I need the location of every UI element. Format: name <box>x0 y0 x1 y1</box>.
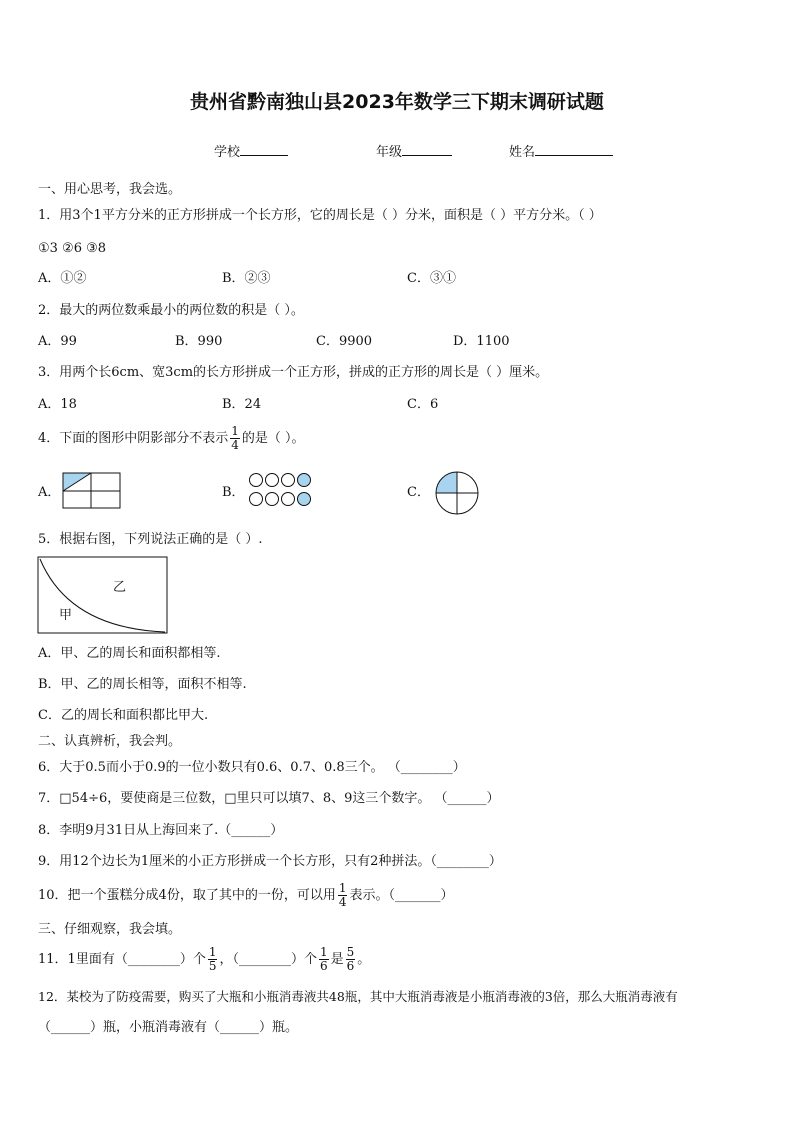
grade-label: 年级 <box>376 145 403 160</box>
question-1-option-b: B．②③ <box>222 271 271 286</box>
fraction-numerator: 1 <box>208 945 217 959</box>
question-2-option-b: B．990 <box>175 334 223 349</box>
grade-blank <box>402 142 452 156</box>
question-11-part2: ，（________）个 <box>219 952 317 967</box>
fraction-denominator: 4 <box>231 438 239 452</box>
question-1-option-a: A．①② <box>38 271 87 286</box>
question-1-items: ①3 ②6 ③8 <box>38 241 107 256</box>
circle-quarter-figure <box>434 470 480 516</box>
name-blank <box>535 142 613 156</box>
grade-field <box>376 141 452 160</box>
circle-empty <box>266 493 279 506</box>
question-5-option-c: C．乙的周长和面积都比甲大. <box>38 708 209 723</box>
fraction-denominator: 5 <box>208 959 217 973</box>
question-8-text: 8．李明9月31日从上海回来了.（______） <box>38 823 284 838</box>
question-5-text: 5．根据右图，下列说法正确的是（ ）. <box>38 532 263 547</box>
section-2-heading: 二、认真辨析，我会判。 <box>38 734 182 749</box>
question-12-line-2: （______）瓶，小瓶消毒液有（______）瓶。 <box>38 1020 299 1035</box>
question-4-text <box>38 424 305 454</box>
question-3-option-a: A．18 <box>38 397 77 412</box>
fraction-one-fifth <box>208 946 218 973</box>
figure-outline <box>38 557 167 633</box>
question-7-text: 7．□54÷6，要使商是三位数，□里只可以填7、8、9这三个数字。 （______） <box>38 791 500 806</box>
question-3-text: 3．用两个长6cm、宽3cm的长方形拼成一个正方形，拼成的正方形的周长是（ ）厘米。 <box>38 365 549 380</box>
circle-empty <box>250 493 263 506</box>
circle-empty <box>282 493 295 506</box>
question-9-text: 9．用12个边长为1厘米的小正方形拼成一个长方形，只有2种拼法。（________） <box>38 854 502 869</box>
rectangle-quarter-figure <box>62 472 122 510</box>
fraction-one-quarter <box>230 425 240 452</box>
question-5-option-a: A．甲、乙的周长和面积都相等. <box>38 646 221 661</box>
page-title: 贵州省黔南独山县2023年数学三下期末调研试题 <box>190 91 604 113</box>
fraction-one-sixth <box>319 946 329 973</box>
question-5-option-b: B．甲、乙的周长相等，面积不相等. <box>38 677 247 692</box>
fraction-numerator: 1 <box>319 945 328 959</box>
question-2-option-a: A．99 <box>38 334 77 349</box>
section-1-heading: 一、用心思考，我会选。 <box>38 182 182 197</box>
question-11-part3: 是 <box>330 952 344 967</box>
school-label: 学校 <box>214 145 241 160</box>
question-10-text <box>38 880 453 912</box>
region-label-yi: 乙 <box>113 580 127 595</box>
question-12-line-1: 12．某校为了防疫需要，购买了大瓶和小瓶消毒液共48瓶，其中大瓶消毒液是小瓶消毒液的3倍，那么大瓶消毒液有 <box>38 989 678 1004</box>
question-4-option-c: C． <box>407 485 430 500</box>
question-11-part4: 。 <box>357 952 371 967</box>
school-blank <box>240 142 288 156</box>
question-6-text: 6．大于0.5而小于0.9的一位小数只有0.6、0.7、0.8三个。 （________） <box>38 760 466 775</box>
question-2-option-d: D．1100 <box>453 334 510 349</box>
question-2-text: 2．最大的两位数乘最小的两位数的积是（ ）。 <box>38 303 304 318</box>
circles-figure <box>246 471 316 511</box>
question-4-option-b: B． <box>222 485 245 500</box>
fraction-numerator: 1 <box>338 881 347 895</box>
fraction-denominator: 4 <box>338 895 347 909</box>
name-label: 姓名 <box>509 145 536 160</box>
fraction-five-sixths <box>346 946 356 973</box>
question-3-option-c: C．6 <box>407 397 439 412</box>
fraction-numerator: 1 <box>231 424 239 438</box>
question-1-option-c: C．③① <box>407 271 456 286</box>
fraction-denominator: 6 <box>319 959 328 973</box>
fraction-numerator: 5 <box>346 945 355 959</box>
circle-shaded <box>298 493 311 506</box>
region-label-jia: 甲 <box>59 608 73 623</box>
question-2-option-c: C．9900 <box>316 334 373 349</box>
circle-empty <box>282 474 295 487</box>
circle-shaded <box>298 474 311 487</box>
question-4-text-before: 4．下面的图形中阴影部分不表示 <box>38 431 229 446</box>
name-field <box>509 141 613 160</box>
circle-empty <box>266 474 279 487</box>
question-11-part1: 11．1里面有（________）个 <box>38 952 206 967</box>
question-10-text-before: 10．把一个蛋糕分成4份，取了其中的一份，可以用 <box>38 888 336 903</box>
question-10-text-after: 表示。（_______） <box>349 888 454 903</box>
circle-empty <box>250 474 263 487</box>
question-11-text <box>38 944 370 976</box>
curve-rectangle-figure <box>37 556 169 636</box>
school-field <box>214 141 288 160</box>
question-4-option-a: A． <box>38 485 61 500</box>
fraction-denominator: 6 <box>346 959 355 973</box>
section-3-heading: 三、仔细观察，我会填。 <box>38 922 182 937</box>
question-1-text: 1．用3个1平方分米的正方形拼成一个长方形，它的周长是（ ）分米，面积是（ ）平方分米。（ ） <box>38 208 602 223</box>
fraction-one-quarter <box>338 882 348 909</box>
question-4-text-after: 的是（ ）。 <box>241 431 305 446</box>
question-3-option-b: B．24 <box>222 397 262 412</box>
